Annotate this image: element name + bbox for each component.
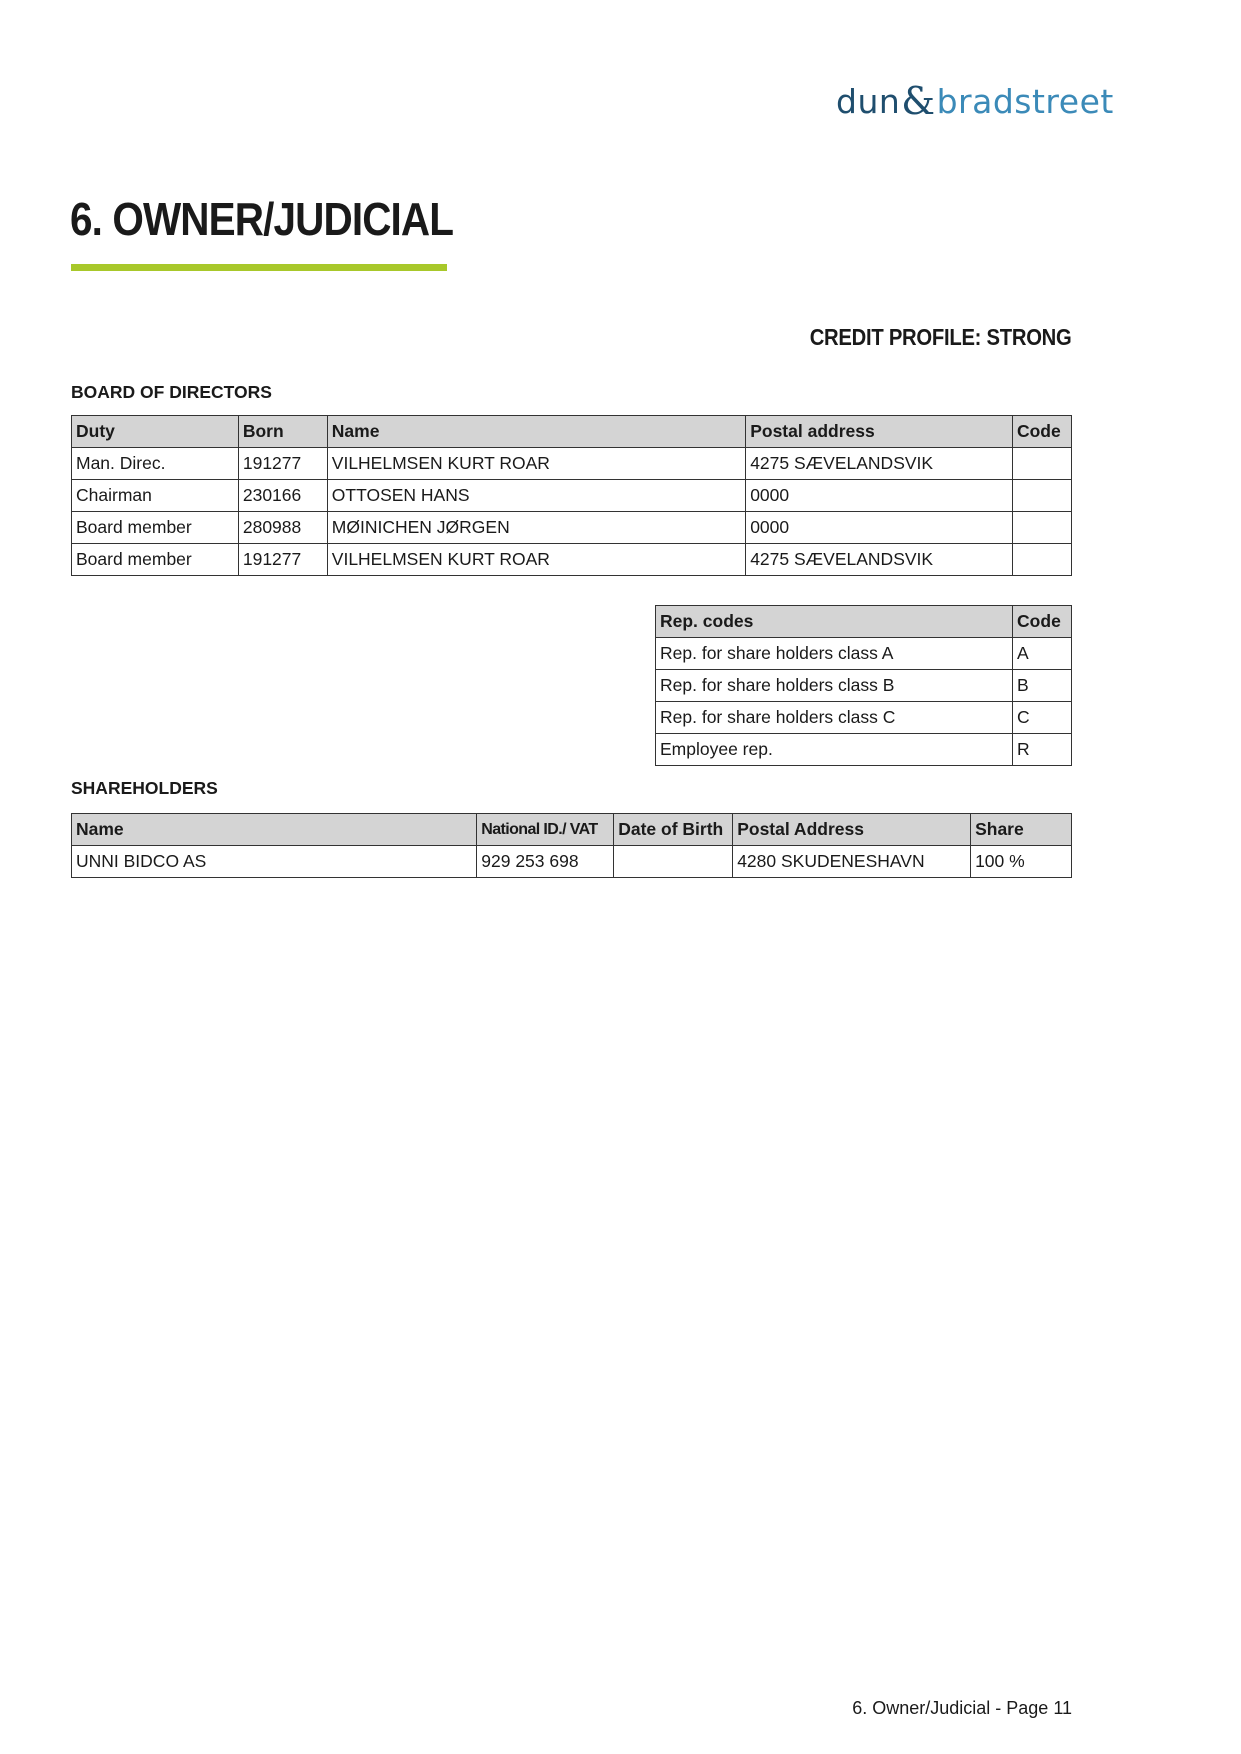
table-row xyxy=(656,670,1072,702)
column-header-code: Code xyxy=(1012,416,1071,448)
table-row xyxy=(656,734,1072,766)
postal-address-cell: 4280 SKUDENESHAVN xyxy=(733,846,971,878)
code-cell xyxy=(1012,448,1071,480)
born-cell: 191277 xyxy=(238,448,327,480)
born-cell: 230166 xyxy=(238,480,327,512)
code-cell xyxy=(1012,512,1071,544)
postal-address-cell: 0000 xyxy=(746,480,1013,512)
column-header-national-id: National ID./ VAT xyxy=(477,814,614,846)
rep-code-cell: C xyxy=(1013,702,1072,734)
name-cell: VILHELMSEN KURT ROAR xyxy=(327,448,745,480)
rep-code-cell: R xyxy=(1013,734,1072,766)
born-cell: 280988 xyxy=(238,512,327,544)
table-row xyxy=(72,544,1072,576)
postal-address-cell: 4275 SÆVELANDSVIK xyxy=(746,544,1013,576)
column-header-postal-address: Postal address xyxy=(746,416,1013,448)
born-cell: 191277 xyxy=(238,544,327,576)
column-header-date-of-birth: Date of Birth xyxy=(614,814,733,846)
table-row xyxy=(72,846,1072,878)
table-header-row xyxy=(656,606,1072,638)
code-cell xyxy=(1012,544,1071,576)
shareholder-name-cell: UNNI BIDCO AS xyxy=(72,846,477,878)
logo-ampersand: & xyxy=(901,79,936,123)
table-row xyxy=(72,480,1072,512)
credit-profile: CREDIT PROFILE: STRONG xyxy=(810,324,1072,350)
duty-cell: Chairman xyxy=(72,480,239,512)
table-row xyxy=(656,638,1072,670)
rep-code-description-cell: Rep. for share holders class A xyxy=(656,638,1013,670)
board-of-directors-heading: BOARD OF DIRECTORS xyxy=(71,382,272,402)
table-row xyxy=(72,448,1072,480)
column-header-duty: Duty xyxy=(72,416,239,448)
logo-text-bradstreet: bradstreet xyxy=(936,81,1114,121)
shareholders-table xyxy=(71,813,1072,878)
column-header-rep-codes: Rep. codes xyxy=(656,606,1013,638)
rep-code-description-cell: Employee rep. xyxy=(656,734,1013,766)
column-header-name: Name xyxy=(327,416,745,448)
column-header-postal-address: Postal Address xyxy=(733,814,971,846)
column-header-name: Name xyxy=(72,814,477,846)
rep-code-cell: A xyxy=(1013,638,1072,670)
national-id-cell: 929 253 698 xyxy=(477,846,614,878)
duty-cell: Board member xyxy=(72,512,239,544)
share-cell: 100 % xyxy=(971,846,1072,878)
table-row xyxy=(72,512,1072,544)
column-header-share: Share xyxy=(971,814,1072,846)
column-header-code: Code xyxy=(1013,606,1072,638)
column-header-born: Born xyxy=(238,416,327,448)
board-of-directors-table xyxy=(71,415,1072,576)
rep-code-description-cell: Rep. for share holders class B xyxy=(656,670,1013,702)
dun-bradstreet-logo xyxy=(836,78,1114,124)
title-underline xyxy=(71,264,447,271)
code-cell xyxy=(1012,480,1071,512)
name-cell: VILHELMSEN KURT ROAR xyxy=(327,544,745,576)
page-title: 6. OWNER/JUDICIAL xyxy=(70,193,454,245)
rep-code-cell: B xyxy=(1013,670,1072,702)
name-cell: MØINICHEN JØRGEN xyxy=(327,512,745,544)
date-of-birth-cell xyxy=(614,846,733,878)
name-cell: OTTOSEN HANS xyxy=(327,480,745,512)
table-header-row xyxy=(72,416,1072,448)
logo-text-dun: dun xyxy=(836,81,901,121)
shareholders-heading: SHAREHOLDERS xyxy=(71,778,218,798)
postal-address-cell: 0000 xyxy=(746,512,1013,544)
rep-codes-table xyxy=(655,605,1072,766)
table-row xyxy=(656,702,1072,734)
table-header-row xyxy=(72,814,1072,846)
duty-cell: Board member xyxy=(72,544,239,576)
rep-code-description-cell: Rep. for share holders class C xyxy=(656,702,1013,734)
duty-cell: Man. Direc. xyxy=(72,448,239,480)
postal-address-cell: 4275 SÆVELANDSVIK xyxy=(746,448,1013,480)
page-footer: 6. Owner/Judicial - Page 11 xyxy=(852,1698,1072,1718)
